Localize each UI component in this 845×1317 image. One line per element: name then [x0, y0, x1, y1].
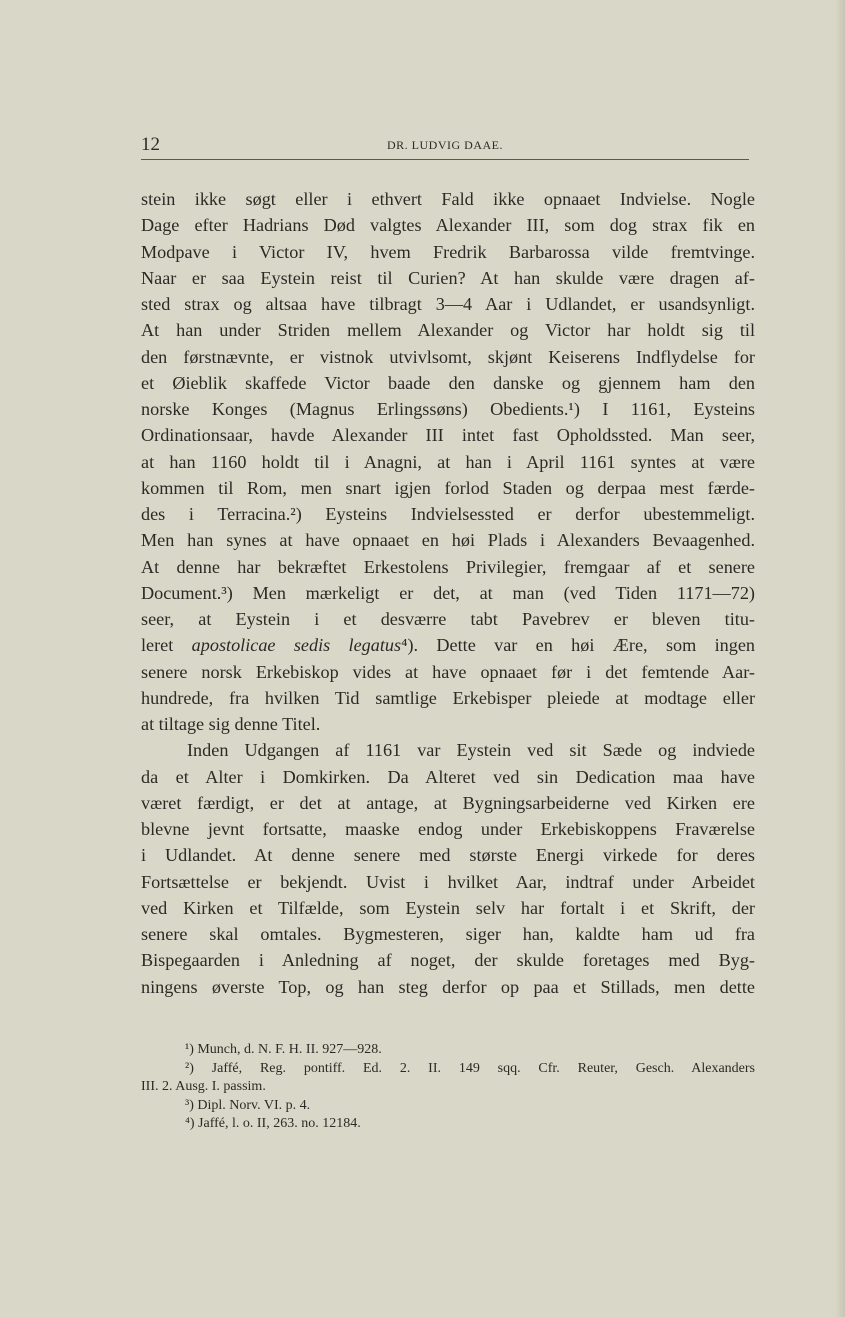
text-line: seer, at Eystein i et desværre tabt Pavebrev er bleven titu-: [141, 609, 755, 629]
text-line: Ordinationsaar, havde Alexander III intet fast Opholdssted. Man seer,: [141, 425, 755, 446]
text-line: sted strax og altsaa have tilbragt 3—4 Aar i Udlandet, er usandsynligt.: [141, 294, 755, 314]
footnote: ⁴) Jaffé, l. o. II, 263. no. 12184.: [185, 1116, 361, 1131]
text-line: ved Kirken et Tilfælde, som Eystein selv har fortalt i et Skrift, der: [141, 897, 755, 918]
text-line: at han 1160 holdt til i Anagni, at han i April 1161 syntes at være: [141, 451, 755, 472]
text-fragment: ⁴). Dette var en høi Ære, som ingen: [401, 635, 756, 656]
running-head: DR. LUDVIG DAAE.: [387, 138, 503, 152]
page-number: 12: [141, 134, 160, 155]
text-line: et Øieblik skaffede Victor baade den danske og gjennem ham den: [141, 372, 755, 393]
text-line: Men han synes at have opnaaet en høi Plads i Alexanders Bevaagenhed.: [141, 530, 755, 551]
footnote: ²) Jaffé, Reg. pontiff. Ed. 2. II. 149 sqq. Cfr. Reuter, Gesch. Alexanders: [185, 1060, 755, 1076]
footnote-continuation: III. 2. Ausg. I. passim.: [141, 1079, 266, 1094]
text-line: senere norsk Erkebiskop vides at have opnaaet før i det femtende Aar-: [141, 661, 755, 682]
text-line: hundrede, fra hvilken Tid samtlige Erkebisper pleiede at modtage eller: [141, 687, 755, 708]
paragraph-start-line: Inden Udgangen af 1161 var Eystein ved sit Sæde og indviede: [187, 740, 755, 761]
text-line: Dage efter Hadrians Død valgtes Alexander III, som dog strax fik en: [141, 215, 755, 236]
footnotes: [141, 1041, 755, 1134]
page-edge-shadow: [835, 0, 845, 1317]
text-line: da et Alter i Domkirken. Da Alteret ved sin Dedication maa have: [141, 766, 755, 787]
text-line: Naar er saa Eystein reist til Curien? At han skulde være dragen af-: [141, 267, 755, 288]
body-text: [141, 186, 755, 1000]
text-line: senere skal omtales. Bygmesteren, siger han, kaldte ham ud fra: [141, 924, 755, 944]
text-line: Fortsættelse er bekjendt. Uvist i hvilket Aar, indtraf under Arbeidet: [141, 871, 755, 892]
header-rule: [141, 159, 749, 160]
text-line: Bispegaarden i Anledning af noget, der skulde foretages med Byg-: [141, 950, 755, 971]
text-line: den førstnævnte, er vistnok utvivlsomt, skjønt Keiserens Indflydelse for: [141, 346, 755, 367]
text-line: kommen til Rom, men snart igjen forlod Staden og derpaa mest færde-: [141, 477, 755, 498]
page-header: [141, 134, 749, 160]
text-line: At han under Striden mellem Alexander og Victor har holdt sig til: [141, 320, 755, 341]
text-line-with-italic: [141, 632, 755, 658]
text-line: blevne jevnt fortsatte, maaske endog under Erkebiskoppens Fraværelse: [141, 819, 755, 839]
footnote: ¹) Munch, d. N. F. H. II. 927—928.: [185, 1042, 382, 1057]
text-line: stein ikke søgt eller i ethvert Fald ikke opnaaet Indvielse. Nogle: [141, 189, 755, 209]
text-line: været færdigt, er det at antage, at Bygningsarbeiderne ved Kirken ere: [141, 792, 755, 813]
text-line: i Udlandet. At denne senere med største Energi virkede for deres: [141, 845, 755, 866]
text-line: ningens øverste Top, og han steg derfor op paa et Stillads, men dette: [141, 976, 755, 997]
text-line: Document.³) Men mærkeligt er det, at man (ved Tiden 1171—72): [141, 582, 755, 603]
text-fragment: leret: [141, 635, 192, 656]
italic-phrase: apostolicae sedis legatus: [191, 635, 402, 656]
text-line: des i Terracina.²) Eysteins Indvielsessted er derfor ubestemmeligt.: [141, 504, 755, 524]
text-line: norske Konges (Magnus Erlingssøns) Obedients.¹) I 1161, Eysteins: [141, 399, 755, 419]
footnote: ³) Dipl. Norv. VI. p. 4.: [185, 1097, 311, 1113]
text-line: Modpave i Victor IV, hvem Fredrik Barbarossa vilde fremtvinge.: [141, 241, 755, 262]
text-line: at tiltage sig denne Titel.: [141, 714, 321, 734]
text-line: At denne har bekræftet Erkestolens Privilegier, fremgaar af et senere: [141, 556, 755, 577]
